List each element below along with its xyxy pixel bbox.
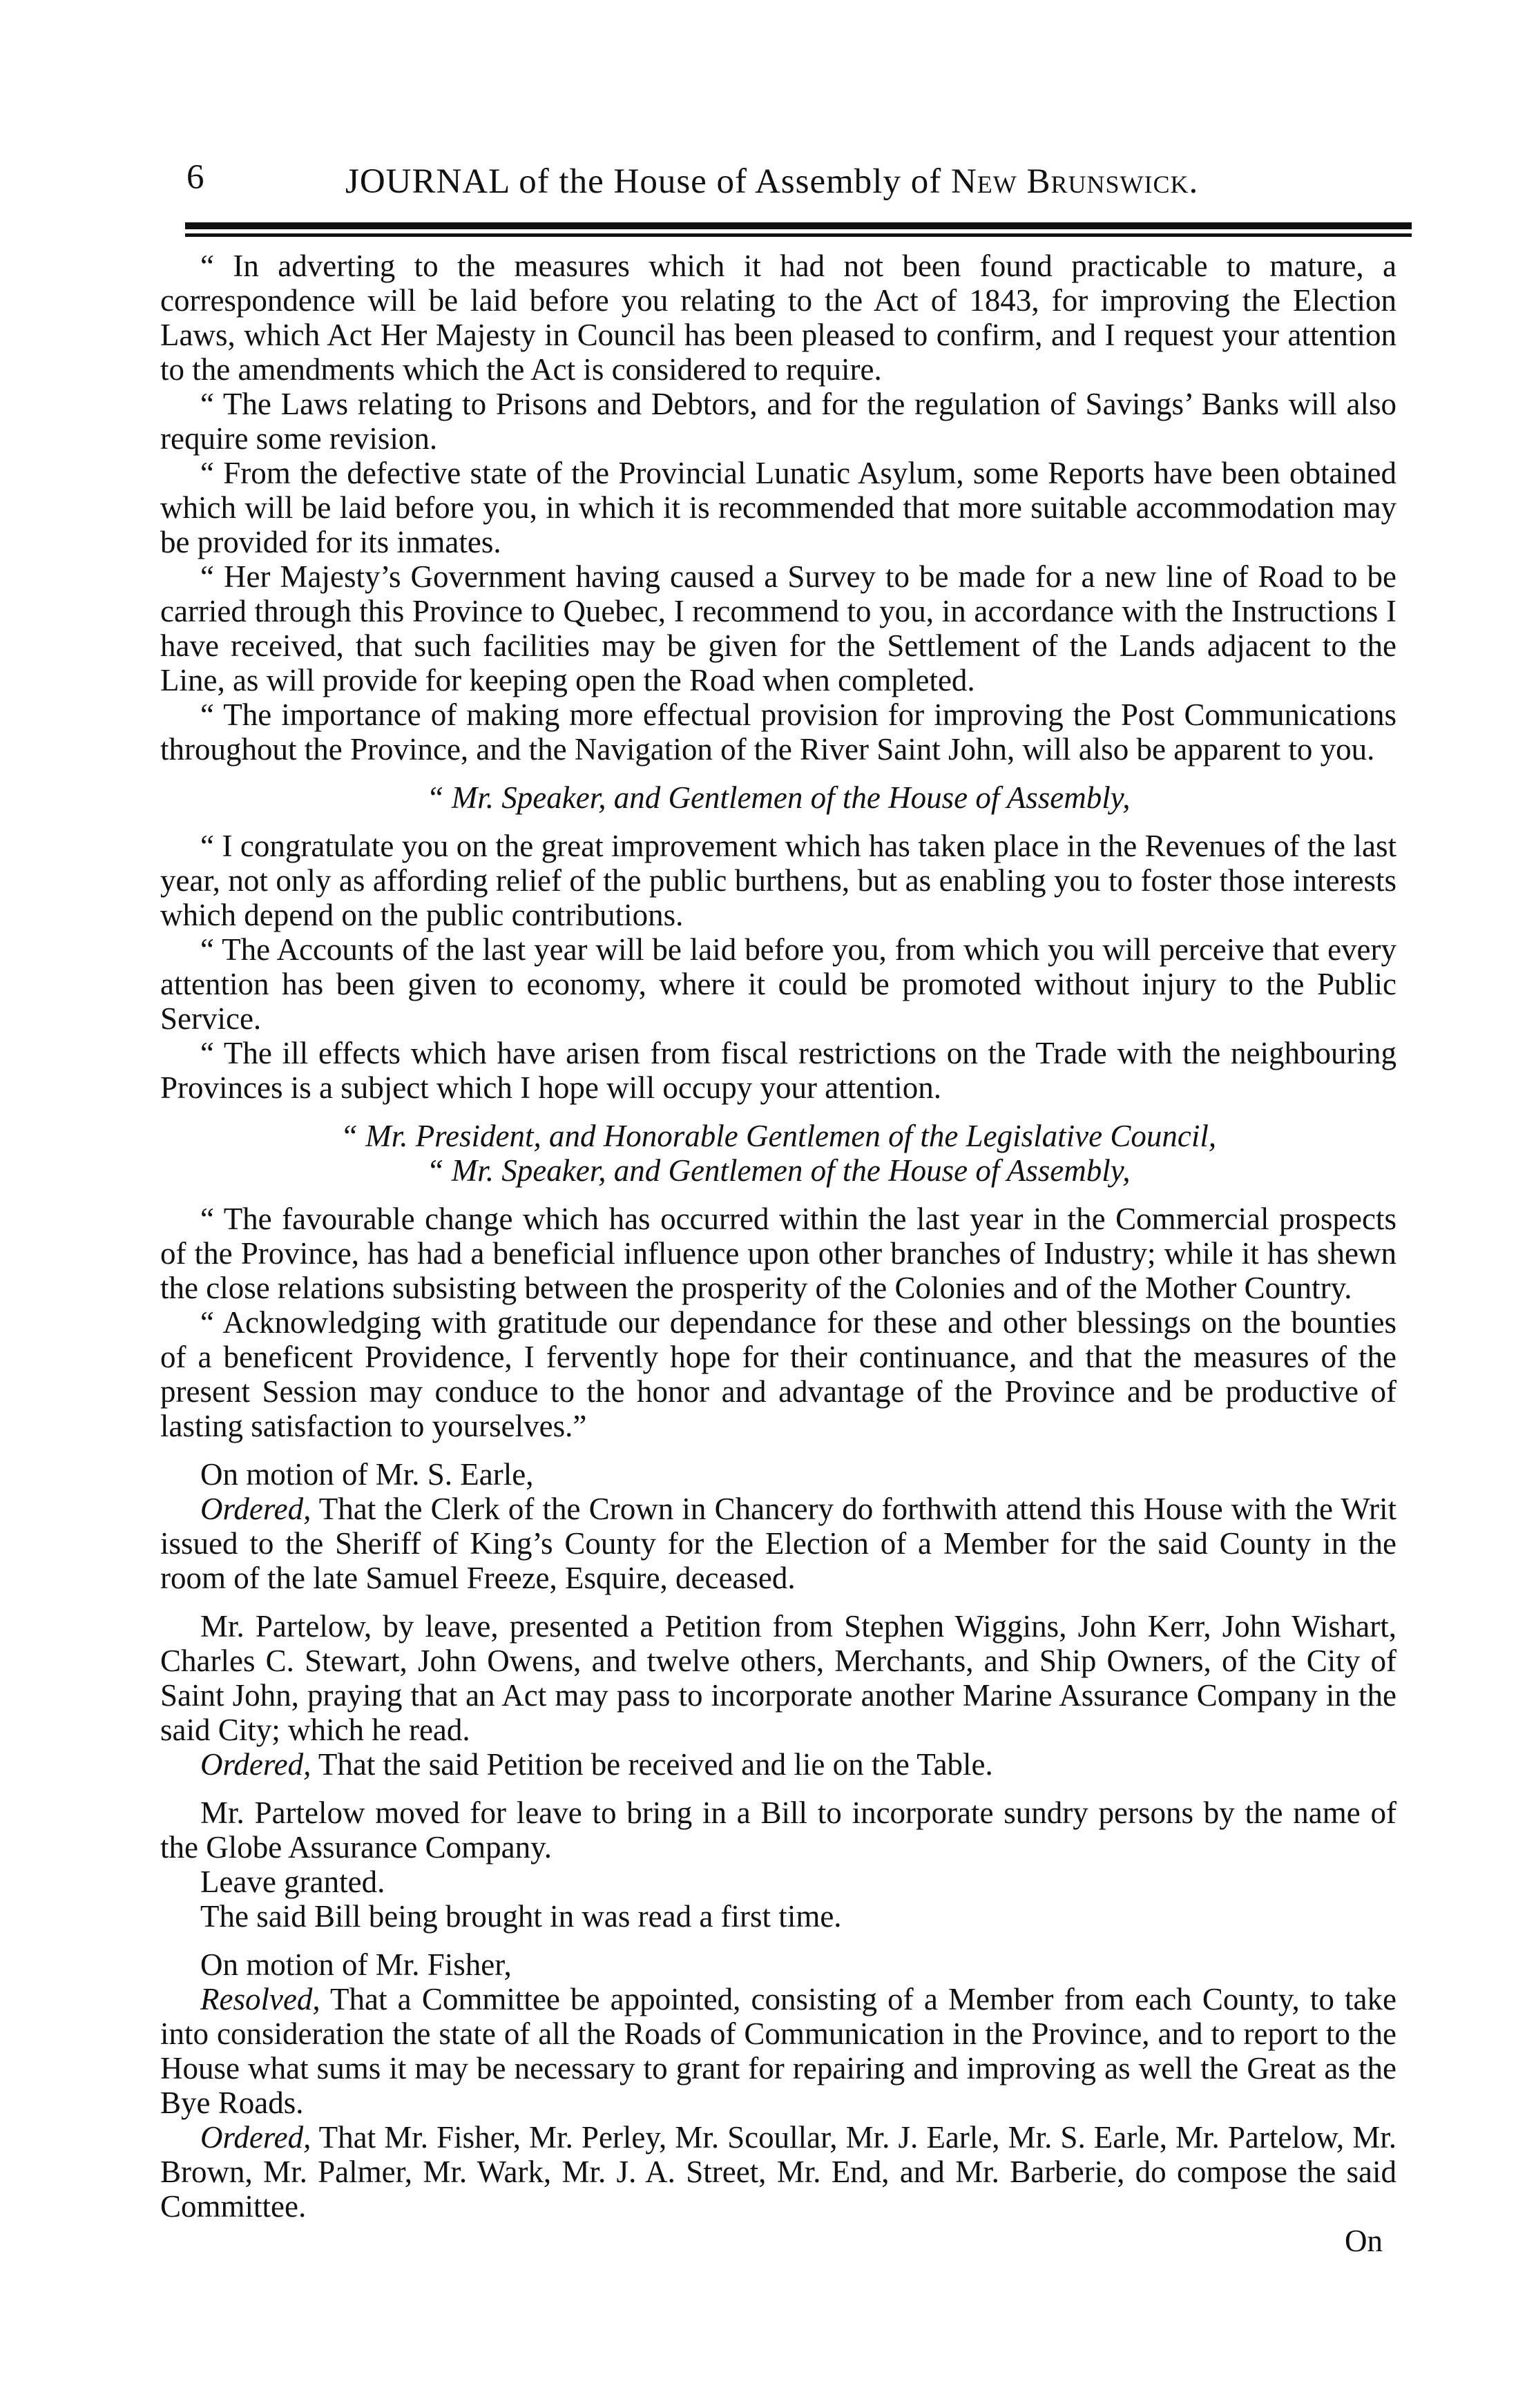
resolved-label: Resolved, — [200, 1982, 320, 2016]
running-title-province: New Brunswick. — [950, 162, 1199, 201]
resolution-paragraph — [160, 1982, 1396, 2120]
paragraph: “ The Accounts of the last year will be laid before you, from which you will perceive that every attention has been given to economy, where it could be promoted without injury to the Public Service. — [160, 932, 1396, 1036]
order-text: That the Clerk of the Crown in Chancery do forthwith attend this House with the Writ issued to the Sheriff of King’s County for the Election of a Member for the said County in the room of the late Samuel Freeze, Esquire, deceased. — [160, 1492, 1396, 1595]
paragraph: Leave granted. — [200, 1865, 385, 1899]
header-rule-thick — [185, 222, 1412, 229]
paragraph: “ The Laws relating to Prisons and Debtors, and for the regulation of Savings’ Banks will also require some revision. — [160, 387, 1396, 456]
paragraph: Mr. Partelow moved for leave to bring in a Bill to incorporate sundry persons by the name of the Globe Assurance Company. — [160, 1795, 1396, 1865]
header-rule-thin — [185, 233, 1412, 237]
paragraph: “ The favourable change which has occurred within the last year in the Commercial prospects of the Province, has had a beneficial influence upon other branches of Industry; while it has shewn the close relations subsisting between the prosperity of the Colonies and of the Mother Country. — [160, 1202, 1396, 1305]
paragraph: The said Bill being brought in was read a first time. — [200, 1899, 842, 1934]
order-text: That the said Petition be received and lie on the Table. — [318, 1747, 993, 1782]
motion-line: On motion of Mr. S. Earle, — [200, 1457, 534, 1492]
resolution-text: That a Committee be appointed, consisting of a Member from each County, to take into consideration the state of all the Roads of Communication in the Province, and to report to the House what sums it may be necessary to grant for repairing and improving as well the Great as the Bye Roads. — [160, 1982, 1397, 2120]
paragraph: “ The importance of making more effectual provision for improving the Post Communications throughout the Province, and the Navigation of the River Saint John, will also be apparent to you. — [160, 697, 1396, 767]
paragraph: “ In adverting to the measures which it had not been found practicable to mature, a correspondence will be laid before you relating to the Act of 1843, for improving the Election Laws, which Act Her Majesty in Council has been pleased to confirm, and I request your attention to the amendments which the Act is considered to require. — [160, 249, 1396, 387]
paragraph: “ The ill effects which have arisen from fiscal restrictions on the Trade with the neighbouring Provinces is a subject which I hope will occupy your attention. — [160, 1036, 1396, 1105]
address-heading: “ Mr. Speaker, and Gentlemen of the House of Assembly, — [426, 780, 1131, 815]
paragraph: “ Her Majesty’s Government having caused a Survey to be made for a new line of Road to be carried through this Province to Quebec, I recommend to you, in accordance with the Instructions I have received, that such facilities may be given for the Settlement of the Lands adjacent to the Line, as will provide for keeping open the Road when completed. — [160, 559, 1396, 697]
order-text: That Mr. Fisher, Mr. Perley, Mr. Scoullar, Mr. J. Earle, Mr. S. Earle, Mr. Partelow, Mr. Brown, Mr. Palmer, Mr. Wark, Mr. J. A. Street, Mr. End, and Mr. Barberie, do compose the said Committee. — [160, 2120, 1397, 2224]
motion-line: On motion of Mr. Fisher, — [200, 1947, 512, 1982]
page-header — [163, 157, 1412, 220]
ordered-label: Ordered, — [200, 1492, 311, 1526]
paragraph: “ I congratulate you on the great improvement which has taken place in the Revenues of the last year, not only as affording relief of the public burthens, but as enabling you to foster those interests which depend on the public contributions. — [160, 829, 1396, 932]
ordered-label: Ordered, — [200, 1747, 311, 1782]
address-heading: “ Mr. Speaker, and Gentlemen of the House of Assembly, — [426, 1153, 1131, 1188]
ordered-label: Ordered, — [200, 2120, 311, 2155]
order-paragraph — [160, 2120, 1396, 2224]
journal-body — [160, 249, 1396, 2258]
catchword: On — [1345, 2224, 1383, 2258]
running-title — [345, 162, 1198, 202]
paragraph: “ From the defective state of the Provincial Lunatic Asylum, some Reports have been obtained which will be laid before you, in which it is recommended that more suitable accommodation may be provided for its inmates. — [160, 456, 1396, 559]
page-number: 6 — [186, 158, 205, 197]
paragraph: Mr. Partelow, by leave, presented a Petition from Stephen Wiggins, John Kerr, John Wishart, Charles C. Stewart, John Owens, and twelve others, Merchants, and Ship Owners, of the City of Saint John, praying that an Act may pass to incorporate another Marine Assurance Company in the said City; which he read. — [160, 1609, 1396, 1747]
order-paragraph — [160, 1747, 1396, 1782]
paragraph: “ Acknowledging with gratitude our dependance for these and other blessings on the bounties of a beneficent Providence, I fervently hope for their continuance, and that the measures of the present Session may conduce to the honor and advantage of the Province and be productive of lasting satisfaction to yourselves.” — [160, 1305, 1396, 1443]
address-heading: “ Mr. President, and Honorable Gentlemen of the Legislative Council, — [340, 1119, 1217, 1153]
running-title-main: JOURNAL of the House of Assembly of — [345, 162, 942, 201]
order-paragraph — [160, 1492, 1396, 1595]
